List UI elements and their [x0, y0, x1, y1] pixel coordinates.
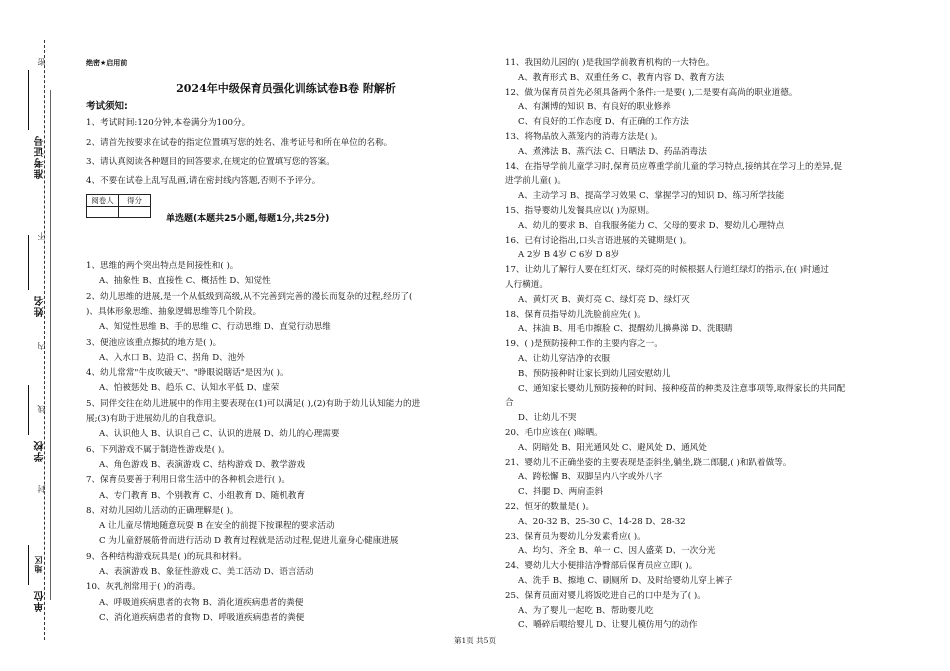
- answer-options: A、教育形式 B、双重任务 C、教育内容 D、教育方法: [518, 72, 725, 83]
- answer-options: A、均匀、齐全 B、单一 C、因人盛菜 D、一次分光: [518, 546, 716, 557]
- answer-options: D、让幼儿不哭: [518, 413, 577, 424]
- question-text: 21、婴幼儿不正确坐姿的主要表现是歪斜坐,躺坐,跷二郎腿,( )和趴着做等。: [505, 457, 792, 468]
- seal-dashed-line: [44, 40, 45, 640]
- notice-item: 2、请首先按要求在试卷的指定位置填写您的姓名、准考证号和所在单位的名称。: [86, 138, 393, 148]
- seal-solid-line: [50, 90, 51, 600]
- section-heading: 单选题(本题共25小题,每题1分,共25分): [166, 214, 330, 224]
- answer-options: A、知觉性思维 B、手的思维 C、行动思维 D、直觉行动思维: [99, 322, 331, 333]
- question-text: 18、保育员指导幼儿洗脸前应先( )。: [505, 309, 646, 320]
- question-text: 23、保育员为婴幼儿分发素肴应( )。: [505, 531, 646, 542]
- question-text: 8、对幼儿园幼儿活动的正确理解是( )。: [86, 505, 239, 516]
- question-text: 进学前儿童( )。: [505, 176, 566, 187]
- binding-margin: [0, 0, 58, 671]
- notice-item: 1、考试时间:120分钟,本卷满分为100分。: [86, 118, 251, 128]
- answer-options: C 为儿童舒展筋骨而进行活动 D 教育过程就是活动过程,促进儿童身心健康进展: [99, 536, 399, 547]
- question-text: 16、已有讨论指出,口头言语进展的关键期是( )。: [505, 235, 692, 246]
- reviewer-header: 阅卷人: [87, 195, 119, 207]
- answer-options: A、角色游戏 B、表演游戏 C、结构游戏 D、教学游戏: [99, 459, 306, 470]
- answer-options: A、入水口 B、边沿 C、拐角 D、池外: [99, 352, 245, 363]
- seal-mark: 内: [37, 342, 46, 350]
- answer-options: A、认识他人 B、认识自己 C、认识的进展 D、幼儿的心理需要: [99, 429, 340, 440]
- answer-options: C、有良好的工作态度 D、有正确的工作方法: [518, 117, 689, 128]
- name-label: 姓名: [35, 295, 46, 317]
- question-text: 6、下列游戏不属于制造性游戏是( )。: [86, 444, 230, 455]
- question-text: )、具体形象思维、抽象逻辑思维等几个阶段。: [86, 306, 262, 317]
- ticket-number-label: 准考证号: [35, 135, 46, 179]
- answer-options: A、阴暗处 B、阳光通风处 C、避风处 D、通风处: [518, 442, 707, 453]
- notice-title: 考试须知:: [86, 101, 128, 112]
- answer-options: A、专门教育 B、个别教育 C、小组教育 D、随机教育: [99, 490, 306, 501]
- answer-options: A、跨松懈 B、双脚呈内八字或外八字: [518, 472, 663, 483]
- question-text: 15、指导婴幼儿发餐具应以( )为原则。: [505, 206, 655, 216]
- answer-options: C、消化道疾病患者的食物 D、呼吸道疾病患者的粪便: [99, 612, 305, 623]
- question-text: 展;(3)有助于进展幼儿的自我意识。: [86, 414, 222, 424]
- answer-options: C、嚼碎后喂给婴儿 D、让婴儿模仿用勺的动作: [518, 620, 698, 631]
- question-text: 20、毛巾应该在( )晾晒。: [505, 428, 603, 438]
- question-text: 24、婴幼儿大小便排洁净臀部后保育员应立即( )。: [505, 561, 698, 572]
- region-label: 地区: [34, 555, 43, 573]
- page-footer: 第1页 共5页: [454, 636, 496, 645]
- question-text: 10、灰乳剂常用于( )的消毒。: [86, 582, 201, 593]
- question-text: 5、同伴交往在幼儿进展中的作用主要表现在(1)可以满足( ),(2)有助于幼儿认知能力的进: [86, 398, 421, 409]
- ticket-number-line[interactable]: [28, 70, 29, 130]
- school-line[interactable]: [28, 385, 29, 435]
- answer-options: A、让幼儿穿洁净的衣服: [518, 354, 611, 364]
- answer-options: A、洗手 B、擦地 C、刷厕所 D、及时给婴幼儿穿上裤子: [518, 576, 733, 586]
- answer-options: A、抽象性 B、直接性 C、概括性 D、知觉性: [99, 276, 271, 287]
- confidential-mark: 绝密★启用前: [86, 59, 128, 67]
- answer-options: A、幼儿的要求 B、自我服务能力 C、父母的要求 D、婴幼儿心理特点: [518, 220, 785, 231]
- question-text: 25、保育员面对婴儿将饭吃进自己的口中是为了( )。: [505, 590, 706, 601]
- answer-options: A、有渊博的知识 B、有良好的职业修养: [518, 102, 671, 113]
- question-text: 9、各种结构游戏玩具是( )的玩具和材料。: [86, 551, 247, 562]
- answer-options: A、呼吸道疾病患者的衣物 B、消化道疾病患者的粪便: [99, 597, 304, 608]
- answer-options: A、怕被惩处 B、趋乐 C、认知水平低 D、虚荣: [99, 383, 280, 394]
- score-cell[interactable]: [119, 207, 151, 218]
- unit-label: 单位: [35, 590, 46, 612]
- notice-item: 3、请认真阅读各种题目的回答要求,在规定的位置填写您的答案。: [86, 157, 335, 167]
- question-text: 11、我国幼儿园的( )是我国学前教育机构的一大特色。: [505, 58, 715, 68]
- page-title: 2024年中级保育员强化训练试卷B卷 附解析: [176, 82, 396, 95]
- answer-options: B、预防接种时让家长到幼儿园安慰幼儿: [518, 368, 671, 379]
- question-text: 3、便池应该重点擦拭的地方是( )。: [86, 337, 222, 348]
- answer-options: A、主动学习 B、提高学习效果 C、掌握学习的知识 D、练习所学技能: [518, 191, 785, 202]
- question-text: 19、( )是预防接种工作的主要内容之一。: [505, 339, 663, 350]
- reviewer-cell[interactable]: [87, 207, 119, 218]
- answer-options: A、抹油 B、用毛巾擦脸 C、提醒幼儿擤鼻涕 D、洗眼睛: [518, 324, 733, 335]
- answer-options: A 让儿童尽情地随意玩耍 B 在安全的前提下按课程的要求活动: [99, 521, 335, 532]
- unit-line[interactable]: [28, 545, 29, 585]
- answer-options: A、黄灯灭 B、黄灯亮 C、绿灯亮 D、绿灯灭: [518, 294, 690, 305]
- question-text: 人行横道。: [505, 280, 548, 290]
- answer-options: A、表演游戏 B、象征性游戏 C、美工活动 D、语言活动: [99, 567, 314, 577]
- score-table: [86, 194, 151, 218]
- question-text: 22、恒牙的数量是( )。: [505, 502, 595, 512]
- question-text: 17、让幼儿了解行人要在红灯灭、绿灯亮的时候根据人行道红绿灯的指示,在( )时通过: [505, 265, 829, 276]
- question-text: 12、做为保育员首先必须具备两个条件:一是要( ),二是要有高尚的职业道德。: [505, 87, 798, 98]
- seal-mark: 不: [37, 232, 46, 240]
- school-label: 学校: [35, 440, 46, 462]
- answer-options: C、抖腿 D、两肩歪斜: [518, 487, 603, 498]
- question-text: 4、幼儿常常"牛皮吹破天"、"睁眼说瞎话"是因为( )。: [86, 368, 289, 379]
- answer-options: A、煮沸法 B、蒸汽法 C、日晒法 D、药品消毒法: [518, 146, 707, 157]
- answer-options: A 2岁 B 4岁 C 6岁 D 8岁: [518, 250, 620, 261]
- name-line[interactable]: [28, 235, 29, 290]
- question-text: 2、幼儿思维的进展,是一个从低级到高级,从不完善到完善的漫长而复杂的过程,经历了(: [86, 291, 413, 302]
- question-text: 合: [505, 398, 514, 409]
- seal-mark: 线: [37, 405, 46, 413]
- answer-options: A、20-32 B、25-30 C、14-28 D、28-32: [518, 516, 686, 527]
- seal-mark: 封: [37, 485, 46, 493]
- question-text: 1、思维的两个突出特点是间接性和( )。: [86, 261, 239, 271]
- score-header: 得分: [119, 195, 151, 207]
- answer-options: A、为了婴儿一起吃 B、帮助婴儿吃: [518, 605, 654, 616]
- notice-item: 4、不要在试卷上乱写乱画,请在密封线内答题,否则不予评分。: [86, 176, 321, 186]
- seal-mark: 密: [37, 58, 46, 66]
- answer-options: C、通知家长婴幼儿预防接种的时间、接种疫苗的种类及注意事项等,取得家长的共同配: [518, 383, 846, 394]
- question-text: 13、将物品放入蒸笼内的消毒方法是( )。: [505, 132, 663, 142]
- question-text: 7、保育员要善于利用日常生活中的各种机会进行( )。: [86, 475, 290, 486]
- question-text: 14、在指导学前儿童学习时,保育员应尊重学前儿童的学习特点,接纳其在学习上的差异,促: [505, 161, 843, 172]
